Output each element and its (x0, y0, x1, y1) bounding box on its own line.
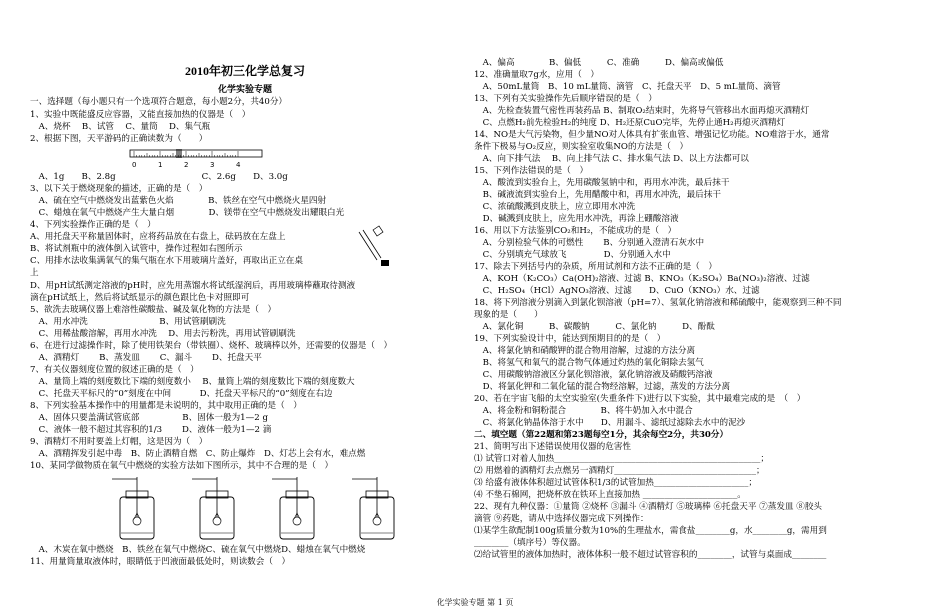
left-text-line: A、量筒上端的刻度数比下端的刻度数小 B、量筒上端的刻度数比下端的刻度数大 (30, 377, 355, 387)
right-text-line: D、将氯化钾和二氧化锰的混合物经溶解，过滤，蒸发的方法分离 (474, 382, 731, 392)
page-footer: 化学实验专题 第 1 页 (436, 598, 514, 607)
left-text-line: D、用pH试纸测定溶液的pH时，应先用蒸馏水将试纸湿润后，再用玻璃棒蘸取待测液 (30, 281, 356, 291)
right-text-line: ⑷ 不垫石棉网，把烧杯放在铁环上直接加热 ______________________。 (474, 490, 746, 500)
left-text-line: 滴在pH试纸上，然后将试纸显示的颜色跟比色卡对照即可 (30, 293, 250, 303)
right-text-line: ⑴ 试管口对着人加热________________________________________________； (474, 454, 769, 464)
right-text-line: A、KOH（K₂CO₃）Ca(OH)₂溶液、过滤 B、KNO₃（K₂SO₄）Ba(NO₃)₂溶液、过滤 (474, 274, 810, 284)
left-text-line: 一、选择题（每小题只有一个选项符合题意，每小题2分，共40分） (30, 97, 288, 107)
right-text-line: 12、准确量取7g水，应用（ ） (474, 70, 600, 80)
left-text-line: A、硫在空气中燃烧发出蓝紫色火焰 B、铁丝在空气中燃烧火星四射 (30, 196, 327, 206)
right-text-line: 17、除去下列括号内的杂质，所用试剂和方法不正确的是（ ） (474, 262, 717, 272)
right-text-line: C、H₂SO₄（HCl）AgNO₃溶液、过滤 D、CuO（KNO₃）水、过滤 (474, 286, 760, 296)
gas-jar-a (112, 477, 154, 539)
right-text-line: ⑵给试管里的液体加热时，液体体积一般不超过试管容积的________，试管与桌面成________ (474, 550, 827, 560)
right-text-line: A、向下排气法 B、向上排气法 C、排水集气法 D、以上方法都可以 (474, 154, 749, 164)
left-text-line: 9、酒精灯不用时要盖上灯帽，这是因为（ ） (30, 437, 208, 447)
right-text-line: A、先检查装置气密性再装药品 B、制取O₂结束时，先将导气管移出水面再熄灭酒精灯 (474, 106, 810, 116)
left-text-line: A、酒精灯 B、蒸发皿 C、漏斗 D、托盘天平 (30, 353, 262, 363)
ruler-label: 4 (236, 161, 241, 169)
right-text-line: ⑶ 给盛有液体体积超过试管体积1/3的试管加热______________________； (474, 478, 757, 488)
left-text-line: A、用水冲洗 B、用试管刷刷洗 (30, 317, 226, 327)
right-text-line: 条件下极易与O₂反应，则实验室收集NO的方法是（ ） (474, 142, 689, 152)
left-text-line: 7、有关仪器刻度位置的叙述正确的是（ ） (30, 365, 199, 375)
right-text-line: 16、用以下方法鉴别CO₂和H₂，不能成功的是（ ） (474, 226, 677, 236)
right-text-line: ________（填序号）等仪器。 (474, 538, 586, 548)
right-text-line: 18、将下列溶液分别滴入到氯化钡溶液（pH=7）、氢氧化钠溶液和稀硫酸中，能观察到三种不同 (474, 298, 842, 308)
right-text-line: 20、若在宇宙飞船的太空实验室(失重条件下)进行以下实验，其中最难完成的是 （ ） (474, 394, 806, 404)
left-text-line: 上 (30, 268, 39, 278)
left-text-line: C、用排水法收集满氧气的集气瓶在水下用玻璃片盖好，再取出正立在桌 (30, 256, 303, 266)
left-text-line: 1、实验中既能盛反应容器，又能直接加热的仪器是（ ） (30, 110, 251, 120)
document-subtitle: 化学实验专题 (217, 85, 272, 95)
right-text-line: B、将氢气和氧气的混合物气体通过灼热的氧化铜除去氢气 (474, 358, 704, 368)
right-text-line: ⑴某学生欲配制100g质量分数为10%的生理盐水，需食盐________g，水________g，需用到 (474, 526, 827, 536)
ruler-label: 2 (184, 161, 189, 169)
right-text-line: A、氯化铜 B、碳酸钠 C、氯化钠 D、酚酞 (474, 322, 715, 332)
right-text-line: A、50mL量筒 B、10 mL量筒、滴管 C、托盘天平 D、5 mL量筒、滴管 (474, 82, 781, 92)
right-text-line: C、浓硫酸溅到皮肤上，应立即用水冲洗 (474, 202, 636, 212)
document-title: 2010年初三化学总复习 (184, 64, 305, 78)
left-text-line: C、用稀盐酸溶解，再用水冲洗 D、用去污粉洗，再用试管刷刷洗 (30, 329, 296, 339)
left-text-line: A、木炭在氧中燃烧 B、铁丝在氧气中燃烧C、硫在氧气中燃烧D、蜡烛在氧气中燃烧 (30, 545, 366, 555)
right-text-line: A、将金粉和铜粉混合 B、将牛奶加入水中混合 (474, 406, 693, 416)
right-text-line: 15、下列作法错误的是（ ） (474, 166, 589, 176)
left-text-line: A、烧杯 B、试管 C、量筒 D、集气瓶 (30, 122, 211, 132)
left-text-line: A、用托盘天平称量固体时，应将药品放在右盘上，砝码放在左盘上 (30, 232, 286, 242)
right-text-line: 14、NO是大气污染物，但少量NO对人体具有扩张血管、增强记忆功能。NO难溶于水，通常 (474, 130, 830, 140)
left-text-line: 4、下列实验操作正确的是（ ） (30, 220, 156, 230)
gas-jar-b (192, 477, 234, 539)
right-text-line: C、将氯化钠晶体溶于水中 D、用漏斗、滤纸过滤除去水中的泥沙 (474, 418, 746, 428)
right-text-line: 现象的是（ ） (474, 310, 543, 320)
right-text-line: B、碱液流到实验台上，先用醋酸中和，再用水冲洗，最后抹干 (474, 190, 721, 200)
ruler-label: 3 (210, 161, 215, 169)
right-text-line: 滴管 ⑨药匙，请从中选择仪器完成下列操作： (474, 514, 649, 524)
ruler-label: 1 (158, 161, 163, 169)
right-text-line: D、碱溅到皮肤上，应先用水冲洗，再涂上硼酸溶液 (474, 214, 679, 224)
right-text-line: 13、下列有关实验操作先后顺序错误的是（ ） (474, 94, 657, 104)
right-text-line: 22、现有九种仪器：①量筒 ②烧杯 ③漏斗 ④酒精灯 ⑤玻璃棒 ⑥托盘天平 ⑦蒸发皿 ⑧胶头 (474, 502, 823, 512)
left-text-line: A、酒精挥发引起中毒 B、防止酒精自燃 C、防止爆炸 D、灯芯上会有水，难点燃 (30, 449, 366, 459)
gas-jar-d (352, 477, 394, 539)
balance-ruler-figure (128, 146, 268, 170)
left-text-line: A、1g B、2.8g C、2.6g D、3.0g (30, 172, 288, 182)
gas-jar-c (272, 477, 314, 539)
left-text-line: B、将试剂瓶中的液体倒入试管中，操作过程如右图所示 (30, 244, 243, 254)
left-text-line: C、蜡烛在氧气中燃烧产生大量白烟 D、镁带在空气中燃烧发出耀眼白光 (30, 208, 345, 218)
left-text-line: C、托盘天平标尺的“0”刻度在中间 D、托盘天平标尺的“0”刻度在右边 (30, 389, 333, 399)
left-text-line: 10、某同学做物质在氧气中燃烧的实验方法如下图所示，其中不合理的是（ ） (30, 461, 334, 471)
right-text-line: A、偏高 B、偏低 C、准确 D、偏高或偏低 (474, 58, 724, 68)
left-text-line: 11、用量筒量取液体时，眼睛低于凹液面最低处时，则读数会（ ） (30, 557, 291, 567)
right-text-line: ⑵ 用燃着的酒精灯去点燃另一酒精灯_________________________________； (474, 466, 765, 476)
dropper-figure (355, 224, 395, 270)
left-text-line: 2、根据下图，天平游码的正确读数为（ ） (30, 134, 208, 144)
right-text-line: A、酸流到实验台上，先用碳酸氢钠中和，再用水冲洗，最后抹干 (474, 178, 730, 188)
right-text-line: C、点燃H₂前先检验H₂的纯度 D、H₂还原CuO完毕，先停止通H₂再熄灭酒精灯 (474, 118, 786, 128)
left-text-line: 3、以下关于燃烧现象的描述，正确的是（ ） (30, 184, 208, 194)
ruler-label: 0 (132, 161, 137, 169)
left-text-line: A、固体只要盖满试管底部 B、固体一般为1—2 g (30, 413, 268, 423)
right-text-line: 21、简明写出下述错误使用仪器的危害性 (474, 442, 632, 452)
right-text-line: C、分别填充气球放飞 D、分别通入水中 (474, 250, 671, 260)
left-text-line: 8、下列实验基本操作中的用量都是未说明的，其中取用正确的是（ ） (30, 401, 302, 411)
right-text-line: 二、填空题（第22题和第23题每空1分，其余每空2分，共30分） (474, 430, 729, 440)
right-text-line: 19、下列实验设计中，能达到预期目的的是（ ） (474, 334, 666, 344)
left-text-line: C、液体一般不超过其容积的1/3 D、液体一般为1—2 滴 (30, 425, 272, 435)
combustion-jars-figure (96, 475, 416, 543)
left-text-line: 6、在进行过滤操作时，除了使用铁架台（带铁圈）、烧杯、玻璃棒以外，还需要的仪器是（ ） (30, 341, 393, 351)
right-text-line: A、将氯化钠和硝酸钾的混合物用溶解，过滤的方法分离 (474, 346, 696, 356)
left-text-line: 5、欲洗去玻璃仪器上难溶性碳酸盐、碱及氧化物的方法是（ ） (30, 305, 277, 315)
right-text-line: C、用碳酸钠溶液区分氯化钡溶液，氯化钠溶液及硝酸钙溶液 (474, 370, 713, 380)
right-text-line: A、分别检验气体的可燃性 B、分别通入澄清石灰水中 (474, 238, 705, 248)
